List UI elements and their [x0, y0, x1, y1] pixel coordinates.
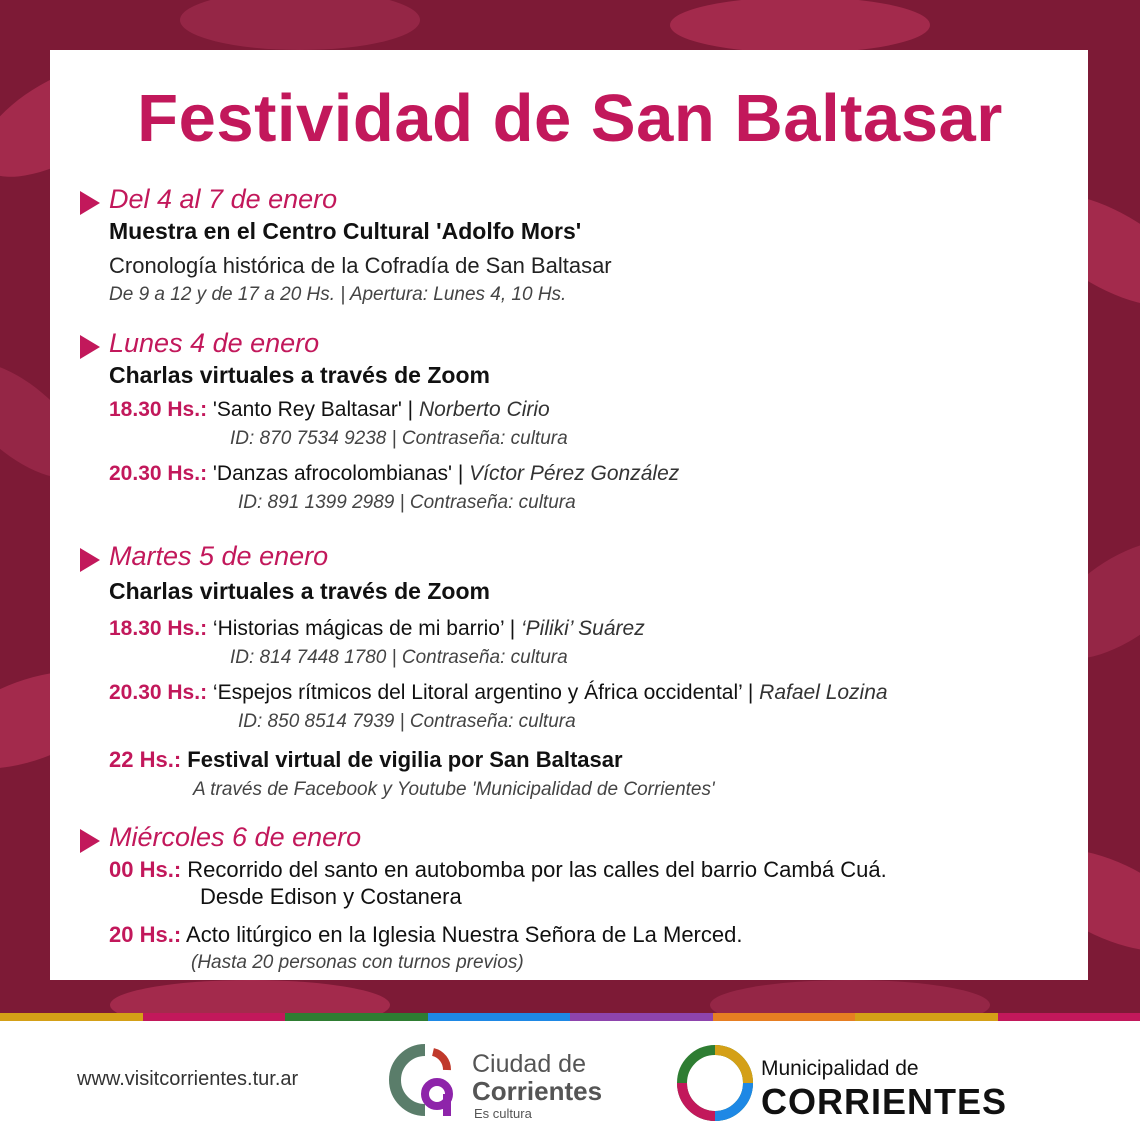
ciudad-de-corrientes-logo: [385, 1042, 625, 1122]
website-link[interactable]: www.visitcorrientes.tur.ar: [77, 1068, 299, 1090]
talk-speaker: Víctor Pérez González: [469, 462, 680, 485]
talk-time: 20.30 Hs.:: [109, 681, 208, 704]
talk-title: ‘Espejos rítmicos del Litoral argentino y África occidental’ |: [207, 681, 760, 704]
talk-speaker: Norberto Cirio: [418, 398, 550, 421]
exhibit-subtitle: Cronología histórica de la Cofradía de San Baltasar: [109, 253, 612, 278]
event-text: Acto litúrgico en la Iglesia Nuestra Señora de La Merced.: [181, 922, 743, 947]
event-text: Recorrido del santo en autobomba por las calles del barrio Cambá Cuá.: [181, 857, 887, 882]
section-date-4: [80, 822, 361, 852]
ciudad-logo-line3: Es cultura: [474, 1106, 532, 1121]
festival-time: 22 Hs.:: [109, 747, 182, 772]
talk-title: 'Santo Rey Baltasar' |: [207, 398, 419, 421]
talk-title: 'Danzas afrocolombianas' |: [207, 462, 470, 485]
triangle-bullet-icon: [80, 335, 100, 359]
zoom-info: ID: 870 7534 9238 | Contraseña: cultura: [230, 428, 568, 449]
event-item: [109, 922, 742, 948]
zoom-info: ID: 891 1399 2989 | Contraseña: cultura: [238, 492, 576, 513]
section-date-1: [80, 184, 337, 214]
triangle-bullet-icon: [80, 191, 100, 215]
color-stripe: [0, 1013, 1140, 1021]
talk-item: [109, 462, 679, 486]
section-heading: Muestra en el Centro Cultural 'Adolfo Mors': [109, 218, 582, 244]
exhibit-hours: De 9 a 12 y de 17 a 20 Hs. | Apertura: Lunes 4, 10 Hs.: [109, 284, 567, 305]
triangle-bullet-icon: [80, 829, 100, 853]
ciudad-logo-icon: [385, 1042, 465, 1122]
page-title: Festividad de San Baltasar: [137, 81, 1003, 156]
talk-item: [109, 617, 645, 641]
talk-item: [109, 398, 550, 422]
talk-item: [109, 681, 888, 705]
date-label: Miércoles 6 de enero: [109, 822, 362, 852]
talk-speaker: Rafael Lozina: [759, 681, 888, 704]
festival-title: Festival virtual de vigilia por San Baltasar: [181, 747, 623, 772]
municipalidad-logo: [675, 1043, 1035, 1123]
ciudad-logo-line1: Ciudad de: [472, 1050, 586, 1078]
event-item: [109, 857, 887, 883]
ciudad-logo-line2: Corrientes: [472, 1076, 603, 1106]
talk-time: 20.30 Hs.:: [109, 462, 208, 485]
section-heading: Charlas virtuales a través de Zoom: [109, 578, 490, 604]
festival-item: [109, 747, 623, 773]
date-label: Del 4 al 7 de enero: [109, 184, 338, 214]
municipalidad-logo-icon: [675, 1043, 755, 1123]
talk-time: 18.30 Hs.:: [109, 617, 208, 640]
section-date-3: [80, 541, 328, 571]
festival-note: A través de Facebook y Youtube 'Municipalidad de Corrientes': [193, 779, 715, 800]
talk-time: 18.30 Hs.:: [109, 398, 208, 421]
section-date-2: [80, 328, 319, 358]
event-time: 00 Hs.:: [109, 857, 182, 882]
muni-logo-line1: Municipalidad de: [761, 1057, 919, 1080]
zoom-info: ID: 814 7448 1780 | Contraseña: cultura: [230, 647, 568, 668]
event-text-2: Desde Edison y Costanera: [200, 884, 462, 909]
event-time: 20 Hs.:: [109, 922, 182, 947]
section-heading: Charlas virtuales a través de Zoom: [109, 362, 490, 388]
triangle-bullet-icon: [80, 548, 100, 572]
date-label: Martes 5 de enero: [109, 541, 329, 571]
zoom-info: ID: 850 8514 7939 | Contraseña: cultura: [238, 711, 576, 732]
date-label: Lunes 4 de enero: [109, 328, 320, 358]
muni-logo-line2: CORRIENTES: [761, 1081, 1008, 1122]
talk-title: ‘Historias mágicas de mi barrio’ |: [207, 617, 521, 640]
event-note: (Hasta 20 personas con turnos previos): [191, 952, 524, 973]
talk-speaker: ‘Piliki’ Suárez: [521, 617, 645, 640]
